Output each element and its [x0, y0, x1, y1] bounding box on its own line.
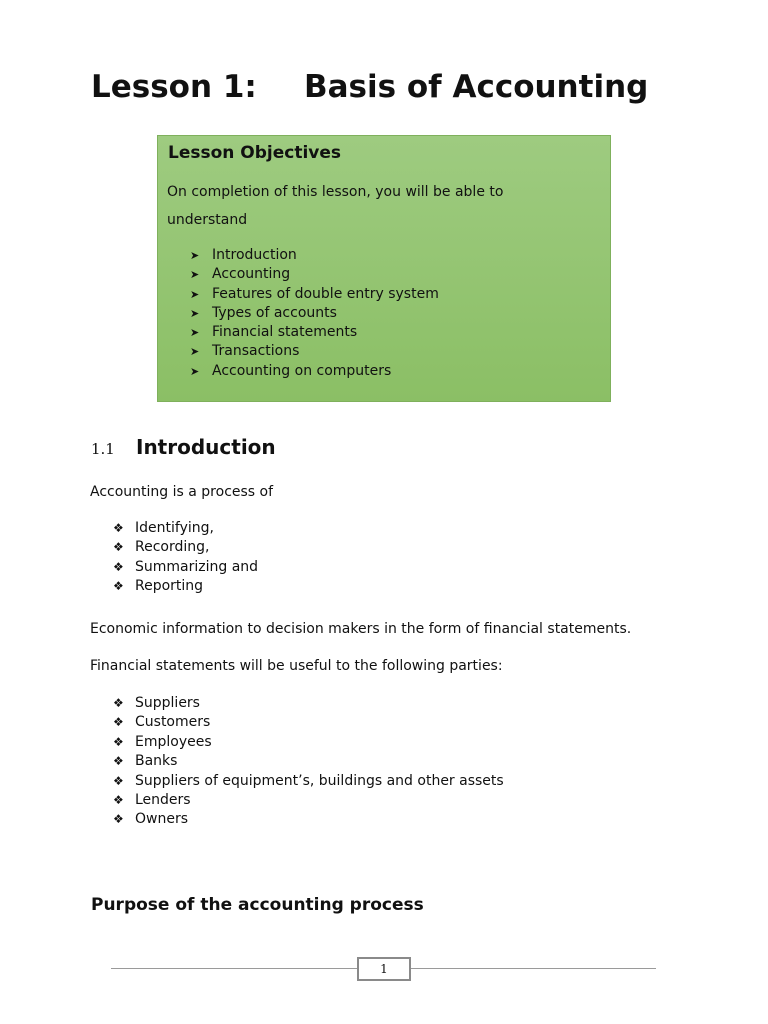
list-item: ❖ Owners: [113, 810, 504, 829]
objective-item: ➤ Financial statements: [190, 323, 439, 342]
objective-item: ➤ Accounting: [190, 265, 439, 284]
objective-item: ➤ Accounting on computers: [190, 362, 439, 381]
list-item: ❖ Suppliers of equipment’s, buildings and other assets: [113, 772, 504, 791]
section-number: 1.1: [91, 440, 115, 458]
objective-item: ➤ Features of double entry system: [190, 285, 439, 304]
lesson-objectives-box: [157, 135, 611, 402]
objective-item: ➤ Types of accounts: [190, 304, 439, 323]
list-item: ❖ Lenders: [113, 791, 504, 810]
purpose-heading: Purpose of the accounting process: [91, 895, 424, 915]
section-title: Introduction: [136, 435, 276, 459]
arrow-bullet-icon: ➤: [190, 364, 200, 378]
arrow-bullet-icon: ➤: [190, 287, 200, 301]
list-item: ❖ Customers: [113, 713, 504, 732]
list-item: ❖ Reporting: [113, 577, 258, 596]
accounting-lead-paragraph: Accounting is a process of: [90, 484, 274, 500]
objectives-intro: On completion of this lesson, you will be able to understand: [167, 184, 504, 228]
diamond-bullet-icon: ❖: [113, 579, 124, 594]
parties-list: [113, 694, 504, 830]
list-item: ❖ Employees: [113, 733, 504, 752]
diamond-bullet-icon: ❖: [113, 754, 124, 769]
diamond-bullet-icon: ❖: [113, 793, 124, 808]
arrow-bullet-icon: ➤: [190, 345, 200, 359]
arrow-bullet-icon: ➤: [190, 306, 200, 320]
list-item: ❖ Recording,: [113, 538, 258, 557]
arrow-bullet-icon: ➤: [190, 326, 200, 340]
objectives-heading: Lesson Objectives: [168, 143, 342, 163]
lesson-title: [91, 68, 648, 106]
list-item: ❖ Identifying,: [113, 519, 258, 538]
section-heading-introduction: [91, 433, 276, 462]
financial-statements-paragraph: Financial statements will be useful to the following parties:: [90, 658, 503, 674]
diamond-bullet-icon: ❖: [113, 715, 124, 730]
diamond-bullet-icon: ❖: [113, 773, 124, 788]
lesson-title-text: Basis of Accounting: [304, 69, 649, 105]
list-item: ❖ Suppliers: [113, 694, 504, 713]
arrow-bullet-icon: ➤: [190, 249, 200, 262]
lesson-number: Lesson 1:: [91, 69, 257, 105]
economic-information-paragraph: Economic information to decision makers in the form of financial statements.: [90, 621, 632, 637]
arrow-bullet-icon: ➤: [190, 268, 200, 282]
diamond-bullet-icon: ❖: [113, 521, 124, 535]
diamond-bullet-icon: ❖: [113, 812, 124, 827]
page-number: 1: [357, 957, 411, 981]
diamond-bullet-icon: ❖: [113, 559, 124, 574]
list-item: ❖ Summarizing and: [113, 558, 258, 577]
objective-item: ➤ Transactions: [190, 342, 439, 361]
objectives-list: [190, 246, 439, 381]
list-item: ❖ Banks: [113, 752, 504, 771]
accounting-process-list: [113, 519, 258, 597]
objective-item: ➤ Introduction: [190, 246, 439, 265]
diamond-bullet-icon: ❖: [113, 734, 124, 749]
diamond-bullet-icon: ❖: [113, 696, 124, 710]
diamond-bullet-icon: ❖: [113, 540, 124, 555]
